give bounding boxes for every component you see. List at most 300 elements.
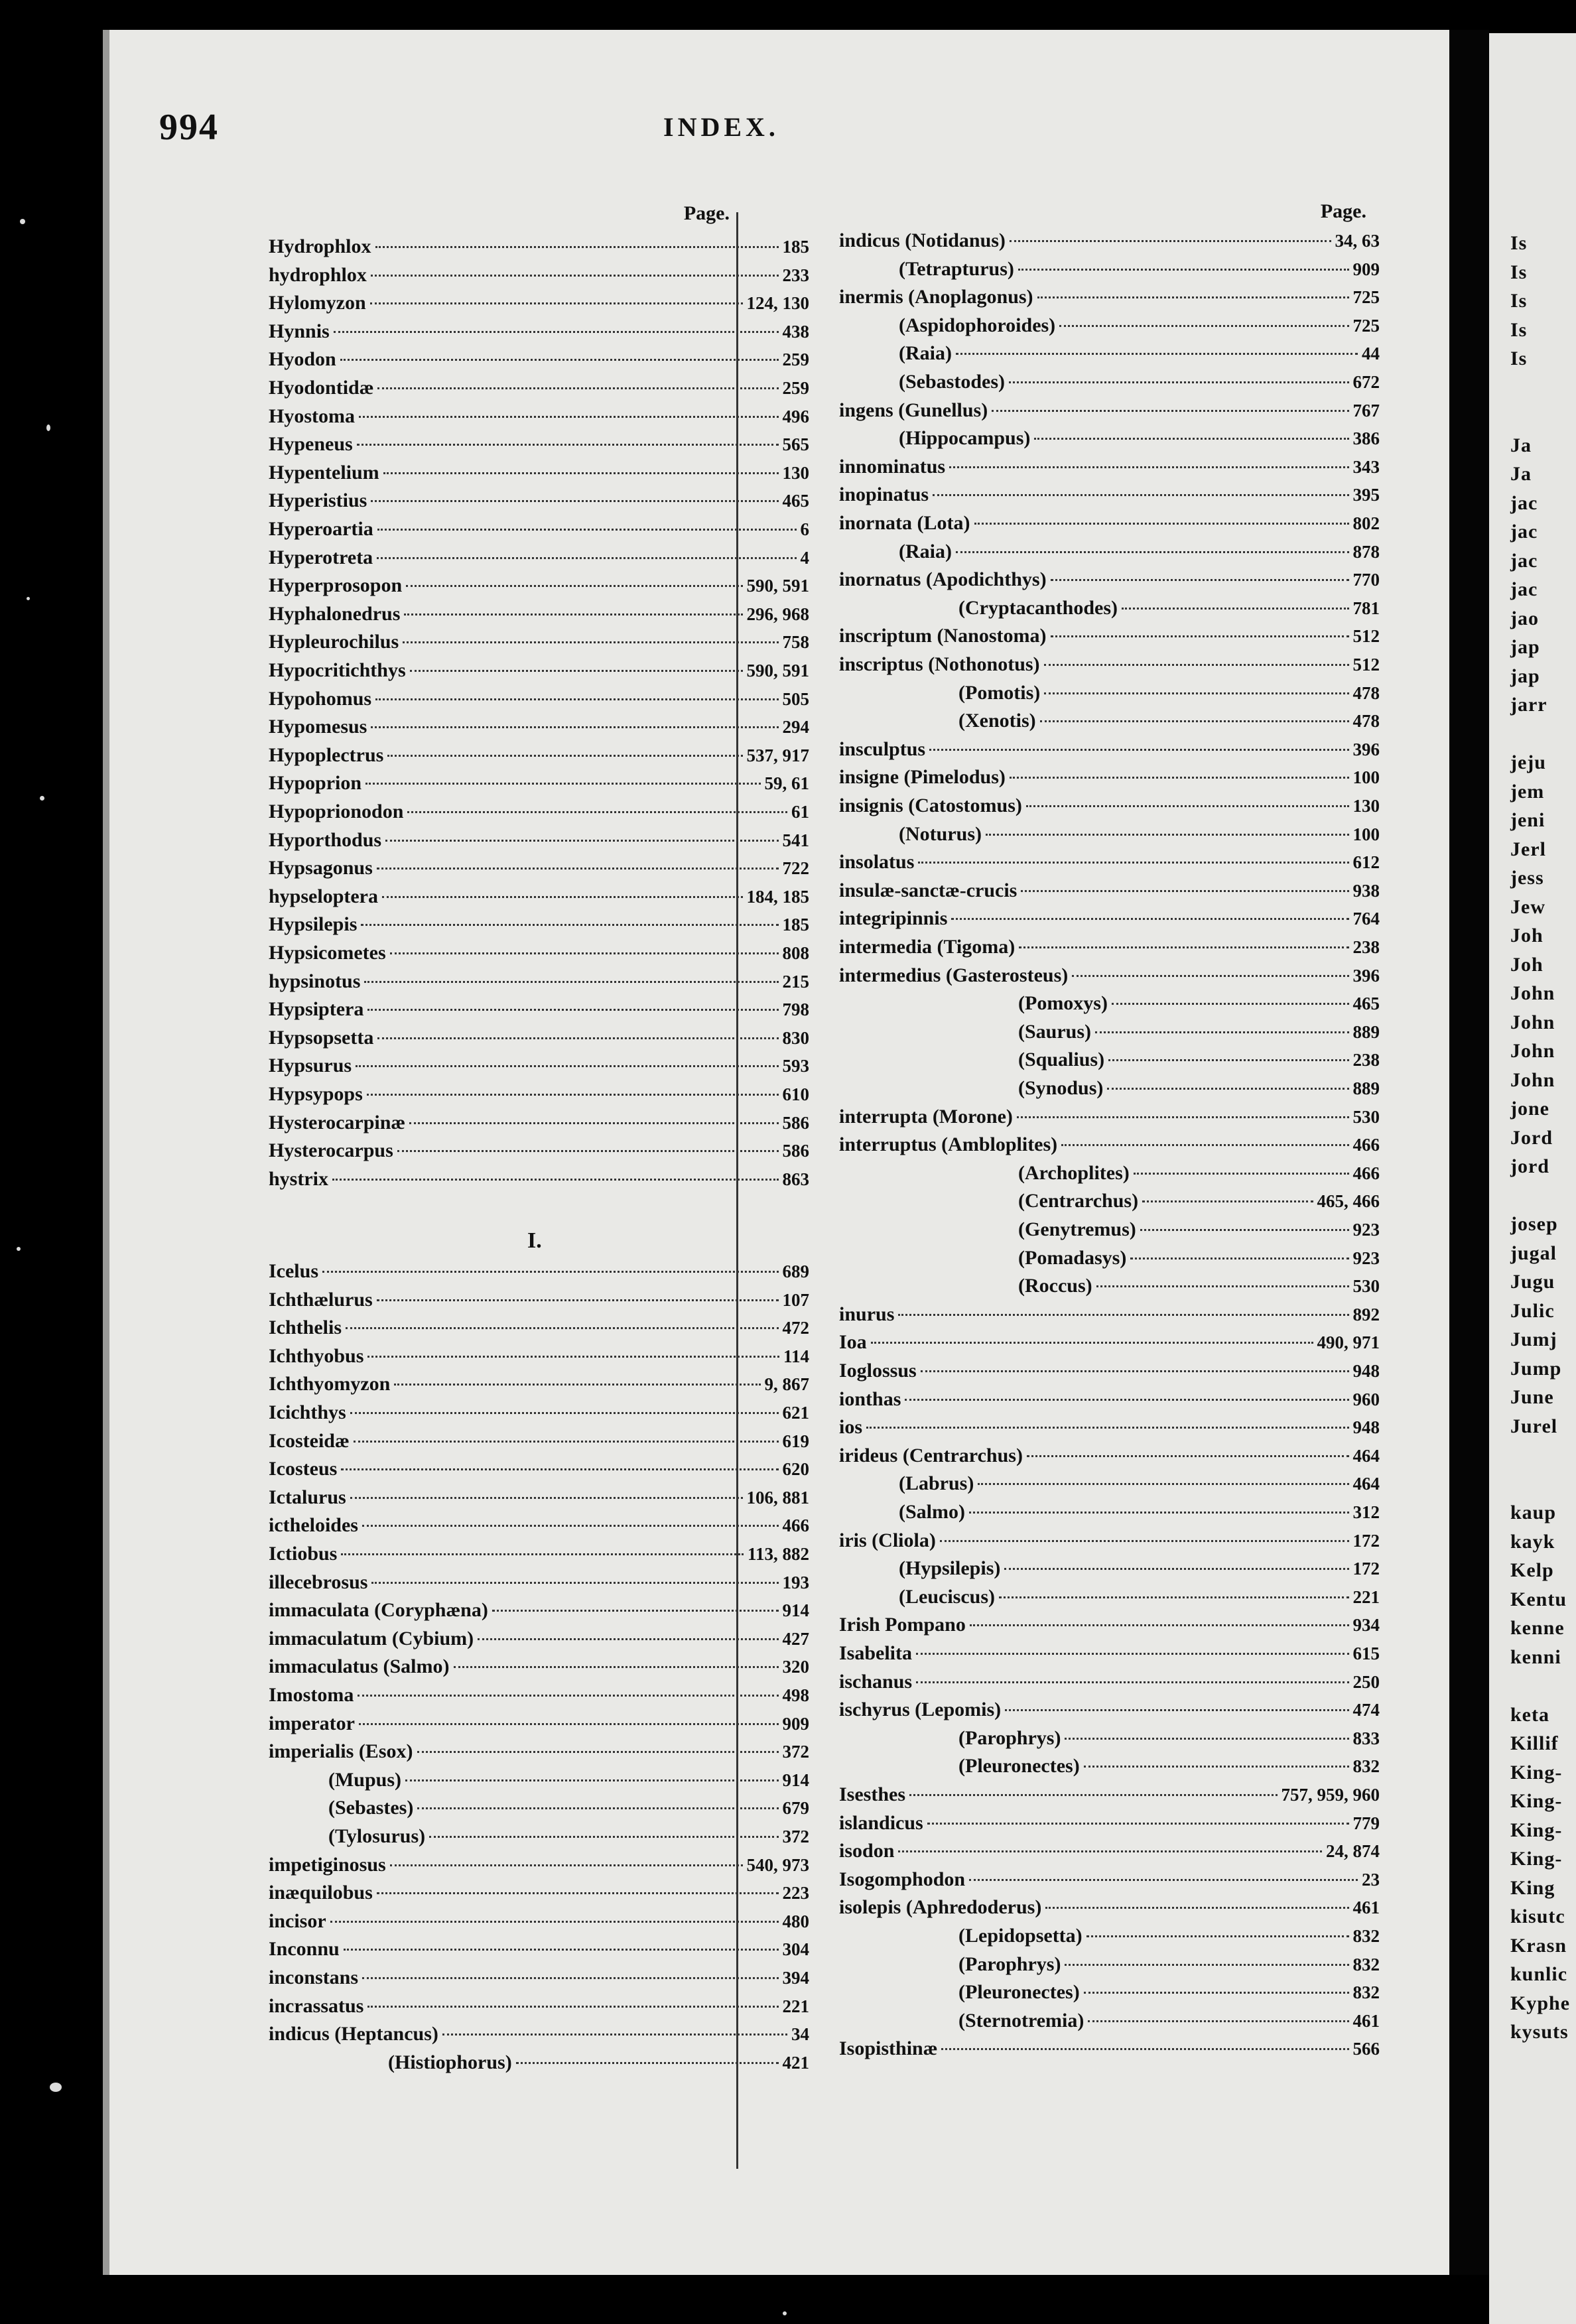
index-term: Ioglossus: [839, 1360, 917, 1382]
index-term: (Genytremus): [1018, 1218, 1136, 1240]
index-term: inscriptus (Nothonotus): [839, 653, 1040, 675]
index-term: (Parophrys): [958, 1726, 1061, 1749]
index-term: hystrix: [269, 1167, 328, 1190]
index-term: insulæ-sanctæ-crucis: [839, 879, 1018, 901]
page-reference: 832: [1352, 1926, 1380, 1946]
page-reference: 938: [1352, 880, 1380, 901]
adjacent-page-fragment: jap: [1510, 665, 1540, 687]
page-reference: 59, 61: [764, 773, 809, 794]
index-term: integripinnis: [839, 907, 948, 930]
index-entry: [839, 907, 1380, 935]
index-term: (Pomotis): [958, 681, 1041, 704]
dot-leader: [442, 2033, 787, 2035]
dot-leader: [1084, 1766, 1349, 1768]
index-entry: [839, 1445, 1380, 1472]
page-reference: 185: [782, 915, 809, 935]
page-reference: 466: [782, 1516, 809, 1536]
dot-leader: [927, 1823, 1349, 1825]
dot-leader: [1040, 720, 1349, 722]
adjacent-page-fragment: kenne: [1510, 1617, 1565, 1639]
adjacent-page-fragment: kysuts: [1510, 2021, 1569, 2043]
dot-leader: [406, 585, 742, 587]
dot-leader: [1019, 946, 1348, 948]
index-entry: [269, 1055, 809, 1082]
index-term: ischyrus (Lepomis): [839, 1699, 1002, 1721]
index-term: (Hippocampus): [899, 427, 1031, 450]
index-term: Hypsicometes: [269, 942, 386, 964]
dot-leader: [334, 331, 779, 333]
adjacent-page-fragment: Is: [1510, 290, 1528, 312]
page-reference: 461: [1352, 2010, 1380, 2031]
index-entry: [899, 1586, 1380, 1614]
page-reference: 478: [1352, 711, 1380, 732]
dot-leader: [1088, 2020, 1348, 2022]
page-reference: 223: [782, 1883, 809, 1904]
index-entry: [269, 1139, 809, 1167]
index-entry: [899, 1557, 1380, 1585]
dot-leader: [356, 1065, 778, 1067]
adjacent-page-fragment: Jugu: [1510, 1271, 1555, 1293]
dot-leader: [377, 868, 779, 870]
index-term: Isopisthinæ: [839, 2037, 938, 2060]
index-entry: [839, 851, 1380, 879]
index-term: Hypleurochilus: [269, 631, 399, 653]
index-entry: [269, 264, 809, 292]
page-reference: 172: [1352, 1559, 1380, 1579]
index-entry: [269, 1684, 809, 1712]
dot-leader: [350, 1412, 779, 1414]
index-entry: [839, 484, 1380, 511]
index-entry: [1018, 1021, 1380, 1049]
index-entry: [269, 998, 809, 1026]
dot-leader: [1130, 1258, 1348, 1259]
dot-leader: [866, 1427, 1348, 1429]
page-reference: 193: [782, 1572, 809, 1592]
dot-leader: [1021, 890, 1348, 892]
adjacent-page-fragment: jarr: [1510, 694, 1547, 716]
adjacent-page-fragment: jugal: [1510, 1242, 1557, 1264]
adjacent-page-fragment: josep: [1510, 1213, 1558, 1235]
index-term: (Raia): [899, 342, 952, 365]
page-reference: 9, 867: [764, 1374, 809, 1395]
index-term: Hylomyzon: [269, 292, 366, 314]
dot-leader: [1142, 1200, 1313, 1202]
page-reference: 909: [1352, 259, 1380, 279]
index-term: Ichthælurus: [269, 1288, 373, 1311]
page-reference: 238: [1352, 1050, 1380, 1070]
index-entry: [269, 1373, 809, 1401]
index-term: indicus (Notidanus): [839, 229, 1006, 251]
index-entry: [1018, 1162, 1380, 1190]
index-entry: [958, 1755, 1380, 1783]
page-reference: 798: [782, 1000, 809, 1020]
index-term: inæquilobus: [269, 1882, 373, 1904]
page-reference: 294: [782, 717, 809, 738]
index-term: (Histiophorus): [388, 2051, 512, 2073]
page-reference: 107: [782, 1289, 809, 1310]
index-entry: [839, 286, 1380, 314]
index-entry: [958, 1925, 1380, 1953]
dot-leader: [417, 1751, 779, 1753]
page-reference: 934: [1352, 1615, 1380, 1636]
dot-leader: [933, 494, 1348, 496]
page-reference: 620: [782, 1459, 809, 1480]
index-entry: [269, 1995, 809, 2023]
dot-leader: [1045, 1907, 1348, 1909]
index-term: Isogomphodon: [839, 1868, 966, 1890]
index-term: (Tetrapturus): [899, 257, 1014, 280]
page-reference: 296, 968: [746, 604, 809, 624]
index-term: (Parophrys): [958, 1953, 1061, 1975]
page-reference: 250: [1352, 1671, 1380, 1692]
index-entry: [269, 489, 809, 517]
adjacent-page-fragment: Jord: [1510, 1126, 1553, 1149]
index-term: (Xenotis): [958, 710, 1036, 732]
page-reference: 889: [1352, 1021, 1380, 1042]
page-reference: 505: [782, 688, 809, 709]
adjacent-page-fragment: Ja: [1510, 434, 1532, 456]
index-term: Isabelita: [839, 1642, 913, 1664]
index-entry: [269, 1289, 809, 1317]
page-reference: 474: [1352, 1700, 1380, 1720]
index-term: (Archoplites): [1018, 1161, 1130, 1184]
dot-leader: [364, 981, 778, 983]
index-term: Icichthys: [269, 1401, 346, 1423]
index-entry: [1018, 1190, 1380, 1218]
page-reference: 612: [1352, 852, 1380, 873]
dot-leader: [1044, 664, 1349, 666]
dot-leader: [367, 2006, 778, 2008]
index-entry: [899, 823, 1380, 851]
index-term: Hyphalonedrus: [269, 602, 401, 625]
index-entry: [839, 1868, 1380, 1896]
index-term: iris (Cliola): [839, 1529, 936, 1551]
index-term: Hypoprion: [269, 772, 362, 795]
dot-leader: [375, 698, 778, 700]
index-term: (Noturus): [899, 822, 982, 845]
index-entry: [269, 518, 809, 546]
index-entry: [269, 1740, 809, 1768]
dot-leader: [1108, 1059, 1348, 1061]
index-term: (Mupus): [328, 1768, 402, 1791]
index-term: Icelus: [269, 1260, 318, 1282]
page-reference: 34: [791, 2024, 809, 2045]
dot-leader: [909, 1794, 1277, 1796]
index-term: insculptus: [839, 738, 926, 760]
index-term: intermedius (Gasterosteus): [839, 964, 1069, 986]
index-entry: [269, 1599, 809, 1627]
dot-leader: [367, 1356, 779, 1358]
index-term: Ichthyomyzon: [269, 1373, 391, 1395]
index-term: innominatus: [839, 455, 946, 478]
index-entry: [269, 547, 809, 574]
index-entry: [839, 1896, 1380, 1924]
index-entry: [899, 371, 1380, 399]
dot-leader: [375, 246, 779, 248]
adjacent-page-fragment: keta: [1510, 1703, 1549, 1726]
index-entry: [839, 1331, 1380, 1359]
dot-leader: [1065, 1964, 1348, 1966]
page-reference: 540, 973: [746, 1854, 809, 1875]
dot-leader: [383, 472, 779, 474]
page-reference: 863: [782, 1169, 809, 1189]
dot-leader: [1004, 1568, 1348, 1570]
index-entry: [269, 1486, 809, 1514]
page-reference: 610: [782, 1084, 809, 1104]
dot-leader: [359, 1723, 779, 1725]
page-reference: 512: [1352, 626, 1380, 647]
index-entry: [839, 1360, 1380, 1388]
index-term: (Pomoxys): [1018, 992, 1108, 1015]
index-term: inornata (Lota): [839, 512, 970, 534]
index-entry: [899, 541, 1380, 568]
dot-leader: [1134, 1173, 1349, 1175]
index-term: Hypomesus: [269, 716, 367, 738]
index-entry: [269, 433, 809, 461]
index-entry: [1018, 1247, 1380, 1275]
dot-leader: [410, 670, 743, 672]
index-entry: [269, 659, 809, 687]
index-term: (Aspidophoroides): [899, 314, 1056, 336]
index-entry: [269, 970, 809, 998]
dot-leader: [1034, 438, 1348, 440]
index-entry: [269, 574, 809, 602]
index-term: (Sebastodes): [899, 371, 1006, 393]
index-term: hypsinotus: [269, 970, 361, 992]
index-entry: [269, 1514, 809, 1542]
index-term: hydrophlox: [269, 263, 367, 286]
page-reference: 590, 591: [746, 661, 809, 680]
index-entry: [269, 885, 809, 913]
page-reference: 184, 185: [746, 886, 809, 907]
page-reference: 312: [1352, 1502, 1380, 1522]
adjacent-page-fragment: Is: [1510, 261, 1528, 283]
page-reference: 100: [1352, 767, 1380, 788]
index-entry: [839, 1699, 1380, 1726]
index-term: Hypoprionodon: [269, 801, 404, 822]
page-reference: 833: [1352, 1728, 1380, 1748]
index-entry: [839, 625, 1380, 653]
index-entry: [269, 1967, 809, 1994]
adjacent-page-fragment: jac: [1510, 578, 1538, 600]
index-term: indicus (Heptancus): [269, 2023, 438, 2045]
page-reference: 725: [1352, 287, 1380, 308]
adjacent-page-fragment: kunlic: [1510, 1963, 1568, 1985]
adjacent-page-fragment: Kyphe: [1510, 1992, 1571, 2014]
dot-leader: [1051, 579, 1349, 581]
index-entry: [839, 1133, 1380, 1161]
index-term: isodon: [839, 1840, 895, 1862]
page-reference: 808: [782, 943, 809, 963]
adjacent-page-fragment: Joh: [1510, 925, 1543, 946]
dot-leader: [407, 811, 787, 813]
index-entry: [958, 597, 1380, 625]
index-term: Irish Pompano: [839, 1614, 966, 1636]
adjacent-page-fragment: King-: [1510, 1761, 1563, 1783]
page-reference: 889: [1352, 1078, 1380, 1098]
page-reference: 461: [1352, 1898, 1380, 1918]
page-reference: 832: [1352, 1756, 1380, 1777]
index-entry: [839, 795, 1380, 822]
adjacent-page-fragment: Kentu: [1510, 1588, 1567, 1610]
dot-leader: [367, 1094, 779, 1096]
adjacent-page-fragment: jem: [1510, 780, 1545, 803]
page-reference: 304: [782, 1939, 809, 1960]
index-entry: [839, 1812, 1380, 1840]
index-entry: [269, 772, 809, 800]
index-entry: [269, 405, 809, 433]
page-reference: 781: [1352, 598, 1380, 618]
dot-leader: [330, 1921, 779, 1923]
page-reference: 621: [782, 1403, 809, 1423]
index-entry: [839, 1388, 1380, 1416]
index-entry: [839, 229, 1380, 257]
index-entry: [269, 1458, 809, 1486]
dot-leader: [1065, 1738, 1348, 1740]
index-entry: [269, 377, 809, 405]
dot-leader: [1072, 975, 1348, 977]
dot-leader: [332, 1179, 779, 1181]
dot-leader: [940, 1540, 1349, 1542]
page-reference: 802: [1352, 513, 1380, 533]
index-entry: [839, 653, 1380, 681]
page-reference: 466: [1352, 1163, 1380, 1183]
dot-leader: [949, 466, 1348, 468]
index-entry: [328, 1769, 809, 1797]
index-term: Hypsilepis: [269, 913, 358, 936]
adjacent-page-fragment: Kelp: [1510, 1559, 1554, 1581]
index-term: (Sternotremia): [958, 2009, 1084, 2032]
index-entry: [1018, 1077, 1380, 1105]
adjacent-page-fragment: Jumj: [1510, 1328, 1557, 1350]
index-term: Imostoma: [269, 1684, 354, 1706]
index-entry: [269, 1882, 809, 1909]
page-reference: 464: [1352, 1445, 1380, 1466]
index-entry: [839, 1642, 1380, 1670]
index-term: Icosteidæ: [269, 1429, 350, 1452]
dot-leader: [385, 840, 778, 842]
index-term: Ichthelis: [269, 1317, 342, 1339]
page-reference: 619: [782, 1431, 809, 1451]
page-reference: 421: [782, 2052, 809, 2073]
page-reference: 586: [782, 1141, 809, 1161]
page-reference: 615: [1352, 1644, 1380, 1663]
page-reference: 590, 591: [746, 576, 809, 596]
index-entry: [839, 456, 1380, 484]
dot-leader: [1044, 692, 1348, 694]
index-term: Hypsurus: [269, 1055, 352, 1077]
page-reference: 343: [1352, 456, 1380, 477]
index-entry: [1018, 1275, 1380, 1303]
page-reference: 238: [1352, 937, 1380, 957]
index-entry: [269, 688, 809, 716]
dot-leader: [340, 359, 779, 361]
index-term: (Saurus): [1018, 1020, 1092, 1043]
index-entry: [899, 427, 1380, 455]
index-entry: [839, 512, 1380, 540]
section-letter: I.: [527, 1228, 542, 1253]
index-term: (Hypsilepis): [899, 1557, 1001, 1580]
dot-leader: [916, 1681, 1348, 1683]
page-reference: 923: [1352, 1248, 1380, 1268]
index-entry: [269, 320, 809, 348]
dot-leader: [999, 1596, 1349, 1598]
page-reference: 466: [1352, 1135, 1380, 1155]
index-entry: [839, 766, 1380, 794]
dot-leader: [921, 1370, 1349, 1372]
index-term: Hyperprosopon: [269, 574, 403, 597]
page-reference: 259: [782, 378, 809, 398]
page-reference: 512: [1352, 655, 1380, 675]
adjacent-page-fragment: Julic: [1510, 1299, 1555, 1322]
index-term: (Salmo): [899, 1501, 965, 1523]
index-entry: [958, 682, 1380, 710]
dot-leader: [346, 1327, 778, 1329]
page-reference: 832: [1352, 1954, 1380, 1974]
page-reference: 259: [782, 350, 809, 370]
page-reference: 464: [1352, 1474, 1380, 1494]
index-term: Hyperistius: [269, 489, 367, 512]
index-entry: [328, 1825, 809, 1853]
page-number: 994: [159, 107, 219, 148]
index-entry: [269, 462, 809, 489]
index-entry: [839, 1671, 1380, 1699]
dot-leader: [1059, 325, 1348, 327]
index-term: Ictiobus: [269, 1543, 338, 1565]
dot-leader: [478, 1638, 778, 1640]
adjacent-page-fragment: jac: [1510, 549, 1538, 572]
index-term: Hyporthodus: [269, 828, 382, 851]
adjacent-page-edge: [1489, 33, 1576, 2324]
running-head: INDEX.: [663, 112, 779, 142]
dot-leader: [358, 1695, 778, 1697]
index-entry: [269, 1260, 809, 1288]
dot-leader: [377, 387, 778, 389]
index-term: Hysterocarpinæ: [269, 1111, 406, 1133]
dot-leader: [365, 783, 760, 785]
page-reference: 496: [782, 406, 809, 426]
index-entry: [269, 1655, 809, 1683]
page-reference: 106, 881: [746, 1487, 809, 1508]
page-reference: 396: [1352, 739, 1380, 759]
index-term: (Sebastes): [328, 1797, 414, 1819]
page-reference: 215: [782, 971, 809, 992]
index-term: (Pleuronectes): [958, 1981, 1080, 2004]
page-reference: 779: [1352, 1813, 1380, 1833]
index-term: immaculatus (Salmo): [269, 1655, 450, 1678]
page-reference: 490, 971: [1317, 1332, 1380, 1353]
index-entry: [839, 1416, 1380, 1444]
page-reference: 767: [1352, 400, 1380, 420]
adjacent-page-fragment: kayk: [1510, 1530, 1555, 1553]
index-entry: [269, 235, 809, 263]
index-term: islandicus: [839, 1811, 923, 1834]
index-entry: [958, 1953, 1380, 1981]
page-reference: 372: [782, 1827, 809, 1846]
page-reference: 100: [1352, 824, 1380, 844]
index-entry: [269, 1938, 809, 1966]
page-reference: 465, 466: [1317, 1191, 1380, 1212]
page-reference: 124, 130: [746, 293, 809, 314]
index-term: Hypohomus: [269, 687, 372, 710]
index-term: (Leuciscus): [899, 1585, 995, 1608]
index-term: imperialis (Esox): [269, 1740, 413, 1763]
dot-leader: [377, 529, 797, 531]
page-reference: 465: [782, 491, 809, 511]
page-reference: 44: [1362, 344, 1380, 364]
index-term: illecebrosus: [269, 1571, 368, 1593]
index-term: Hypsopsetta: [269, 1026, 374, 1049]
